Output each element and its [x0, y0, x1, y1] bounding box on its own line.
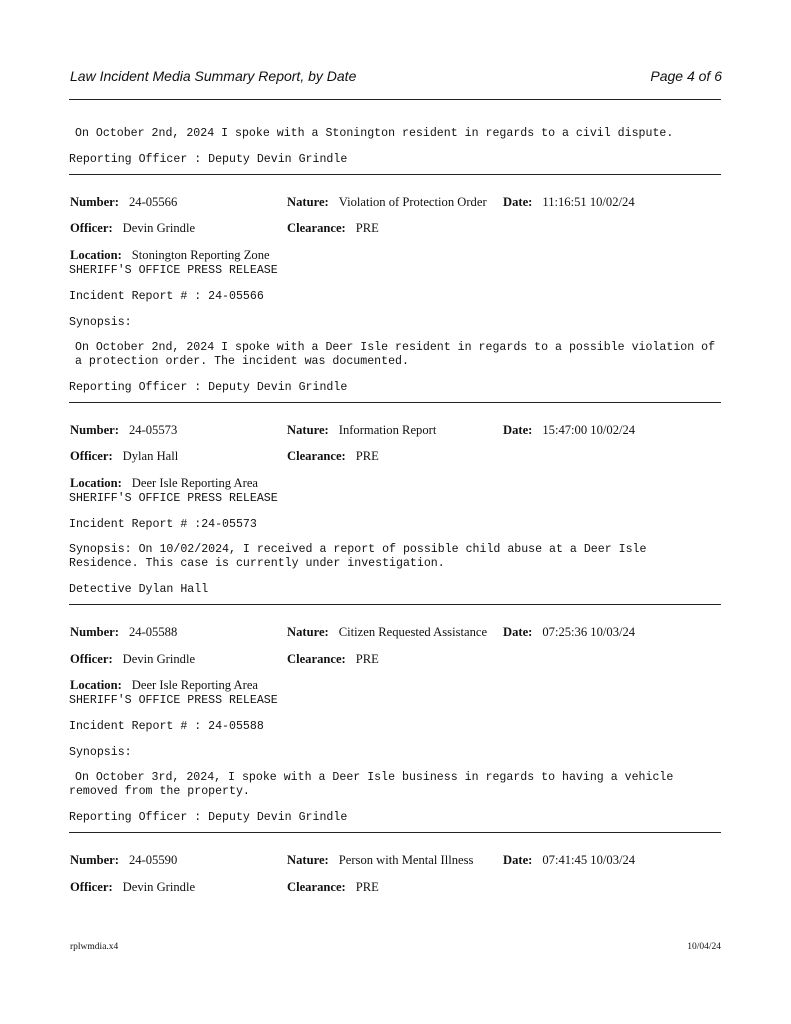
synopsis-text: On October 3rd, 2024, I spoke with a Deer Isle business in regards to having a vehicle: [75, 771, 674, 784]
clearance-value: PRE: [355, 880, 379, 894]
location-value: Deer Isle Reporting Area: [131, 678, 259, 692]
officer-field: Officer: Devin Grindle: [70, 880, 196, 894]
press-release-heading: SHERIFF'S OFFICE PRESS RELEASE: [69, 264, 278, 277]
synopsis-text: Synopsis: On 10/02/2024, I received a report of possible child abuse at a Deer Isle: [69, 543, 647, 556]
officer-field: Officer: Devin Grindle: [70, 221, 196, 235]
officer-field: Officer: Dylan Hall: [70, 449, 179, 463]
synopsis-text: a protection order. The incident was documented.: [75, 355, 409, 368]
carryover-synopsis: On October 2nd, 2024 I spoke with a Stonington resident in regards to a civil dispute.: [75, 127, 674, 140]
number-field: Number: 24-05590: [70, 853, 178, 867]
clearance-field: Clearance: PRE: [287, 652, 379, 666]
clearance-value: PRE: [355, 449, 379, 463]
press-release-heading: SHERIFF'S OFFICE PRESS RELEASE: [69, 492, 278, 505]
number-value: 24-05566: [128, 195, 178, 209]
number-value: 24-05573: [128, 423, 178, 437]
page-number: Page 4 of 6: [650, 68, 722, 84]
date-field: Date: 15:47:00 10/02/24: [503, 423, 636, 437]
incident-report-number: Incident Report # : 24-05566: [69, 290, 264, 303]
carryover-reporting-officer: Reporting Officer : Deputy Devin Grindle: [69, 153, 348, 166]
location-field: Location: Stonington Reporting Zone: [70, 248, 270, 262]
location-value: Stonington Reporting Zone: [131, 248, 270, 262]
nature-value: Person with Mental Illness: [338, 853, 474, 867]
location-field: Location: Deer Isle Reporting Area: [70, 678, 259, 692]
press-release-heading: SHERIFF'S OFFICE PRESS RELEASE: [69, 694, 278, 707]
clearance-value: PRE: [355, 221, 379, 235]
synopsis-label: Synopsis:: [69, 746, 132, 759]
report-title: Law Incident Media Summary Report, by Date: [70, 68, 357, 84]
nature-value: Citizen Requested Assistance: [338, 625, 488, 639]
number-value: 24-05588: [128, 625, 178, 639]
header-divider: [69, 99, 721, 100]
synopsis-text: Residence. This case is currently under investigation.: [69, 557, 445, 570]
clearance-value: PRE: [355, 652, 379, 666]
date-field: Date: 11:16:51 10/02/24: [503, 195, 635, 209]
date-value: 07:41:45 10/03/24: [542, 853, 636, 867]
number-value: 24-05590: [128, 853, 178, 867]
number-field: Number: 24-05588: [70, 625, 178, 639]
nature-value: Information Report: [338, 423, 437, 437]
date-field: Date: 07:25:36 10/03/24: [503, 625, 636, 639]
record-divider: [69, 174, 721, 175]
nature-value: Violation of Protection Order: [338, 195, 487, 209]
footer-print-date: 10/04/24: [687, 942, 721, 952]
officer-value: Dylan Hall: [122, 449, 179, 463]
officer-value: Devin Grindle: [122, 221, 196, 235]
record-divider: [69, 832, 721, 833]
synopsis-text: On October 2nd, 2024 I spoke with a Deer Isle resident in regards to a possible violation of: [75, 341, 716, 354]
incident-report-number: Incident Report # :24-05573: [69, 518, 257, 531]
clearance-field: Clearance: PRE: [287, 449, 379, 463]
record-divider: [69, 402, 721, 403]
officer-value: Devin Grindle: [122, 652, 196, 666]
reporting-officer: Reporting Officer : Deputy Devin Grindle: [69, 381, 348, 394]
date-value: 11:16:51 10/02/24: [542, 195, 635, 209]
synopsis-text: removed from the property.: [69, 785, 250, 798]
incident-report-number: Incident Report # : 24-05588: [69, 720, 264, 733]
page-header: [0, 0, 791, 100]
officer-value: Devin Grindle: [122, 880, 196, 894]
nature-field: Nature: Citizen Requested Assistance: [287, 625, 488, 639]
location-field: Location: Deer Isle Reporting Area: [70, 476, 259, 490]
clearance-field: Clearance: PRE: [287, 221, 379, 235]
number-field: Number: 24-05566: [70, 195, 178, 209]
reporting-officer: Detective Dylan Hall: [69, 583, 209, 596]
synopsis-label: Synopsis:: [69, 316, 132, 329]
officer-field: Officer: Devin Grindle: [70, 652, 196, 666]
nature-field: Nature: Person with Mental Illness: [287, 853, 474, 867]
number-field: Number: 24-05573: [70, 423, 178, 437]
location-value: Deer Isle Reporting Area: [131, 476, 259, 490]
nature-field: Nature: Violation of Protection Order: [287, 195, 487, 209]
reporting-officer: Reporting Officer : Deputy Devin Grindle: [69, 811, 348, 824]
date-field: Date: 07:41:45 10/03/24: [503, 853, 636, 867]
date-value: 07:25:36 10/03/24: [542, 625, 636, 639]
nature-field: Nature: Information Report: [287, 423, 437, 437]
clearance-field: Clearance: PRE: [287, 880, 379, 894]
record-divider: [69, 604, 721, 605]
date-value: 15:47:00 10/02/24: [542, 423, 636, 437]
footer-report-code: rplwmdia.x4: [70, 942, 119, 952]
